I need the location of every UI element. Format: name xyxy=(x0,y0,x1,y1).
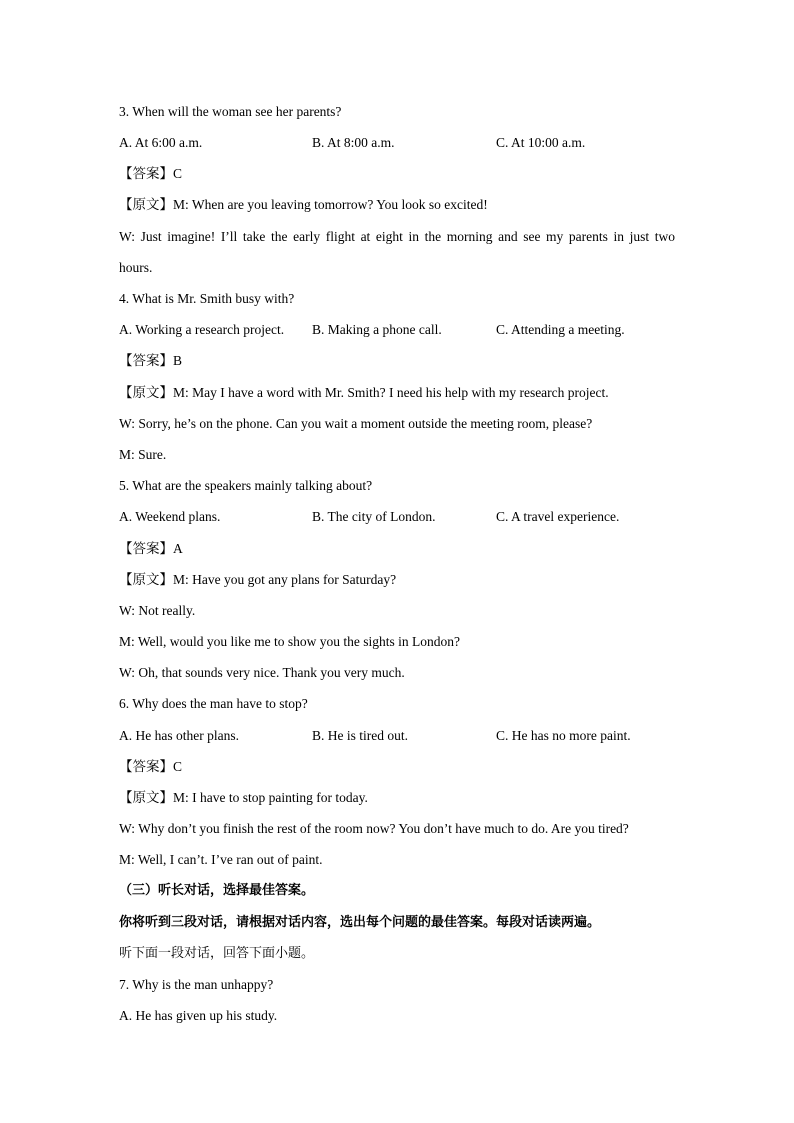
option-c: C. A travel experience. xyxy=(496,509,620,524)
section-3-title: （三）听长对话，选择最佳答案。 xyxy=(119,883,315,898)
transcript-3-line-2: W: Just imagine! I’ll take the early flight at eight in the morning and see my parents in just two xyxy=(119,229,675,244)
answer-4: 【答案】B xyxy=(119,353,183,368)
transcript-6-line-3: M: Well, I can’t. I’ve ran out of paint. xyxy=(119,852,323,867)
transcript-4-line-3: M: Sure. xyxy=(119,447,167,462)
transcript-3-line-3: hours. xyxy=(119,260,153,275)
answer-6: 【答案】C xyxy=(119,759,183,774)
transcript-5-line-1: 【原文】M: Have you got any plans for Saturday? xyxy=(119,572,397,587)
question-5-options xyxy=(119,508,675,526)
transcript-3-line-1: 【原文】M: When are you leaving tomorrow? You look so excited! xyxy=(119,197,488,212)
transcript-5-line-3: M: Well, would you like me to show you the sights in London? xyxy=(119,634,461,649)
transcript-4-line-2: W: Sorry, he’s on the phone. Can you wait a moment outside the meeting room, please? xyxy=(119,416,593,431)
answer-5: 【答案】A xyxy=(119,541,183,556)
question-5: 5. What are the speakers mainly talking about? xyxy=(119,478,373,493)
option-a: A. Working a research project. xyxy=(119,322,285,337)
question-4-options xyxy=(119,321,675,339)
option-b: B. At 8:00 a.m. xyxy=(312,135,395,150)
question-3: 3. When will the woman see her parents? xyxy=(119,104,342,119)
question-6-options xyxy=(119,727,675,745)
transcript-5-line-4: W: Oh, that sounds very nice. Thank you very much. xyxy=(119,665,405,680)
question-6: 6. Why does the man have to stop? xyxy=(119,696,308,711)
transcript-5-line-2: W: Not really. xyxy=(119,603,196,618)
question-7: 7. Why is the man unhappy? xyxy=(119,977,274,992)
section-3-subinstruction: 听下面一段对话，回答下面小题。 xyxy=(119,946,315,961)
option-c: C. Attending a meeting. xyxy=(496,322,625,337)
question-7-option-a: A. He has given up his study. xyxy=(119,1008,278,1023)
option-a: A. He has other plans. xyxy=(119,728,239,743)
transcript-6-line-1: 【原文】M: I have to stop painting for today. xyxy=(119,790,368,805)
option-c: C. At 10:00 a.m. xyxy=(496,135,586,150)
section-3-instruction: 你将听到三段对话，请根据对话内容，选出每个问题的最佳答案。每段对话读两遍。 xyxy=(119,915,601,930)
question-3-options xyxy=(119,134,675,152)
option-b: B. The city of London. xyxy=(312,509,436,524)
transcript-4-line-1: 【原文】M: May I have a word with Mr. Smith? I need his help with my research project. xyxy=(119,385,609,400)
option-a: A. At 6:00 a.m. xyxy=(119,135,203,150)
option-c: C. He has no more paint. xyxy=(496,728,631,743)
question-4: 4. What is Mr. Smith busy with? xyxy=(119,291,295,306)
transcript-6-line-2: W: Why don’t you finish the rest of the room now? You don’t have much to do. Are you tired? xyxy=(119,821,629,836)
option-b: B. He is tired out. xyxy=(312,728,408,743)
option-b: B. Making a phone call. xyxy=(312,322,442,337)
answer-3: 【答案】C xyxy=(119,166,183,181)
option-a: A. Weekend plans. xyxy=(119,509,221,524)
